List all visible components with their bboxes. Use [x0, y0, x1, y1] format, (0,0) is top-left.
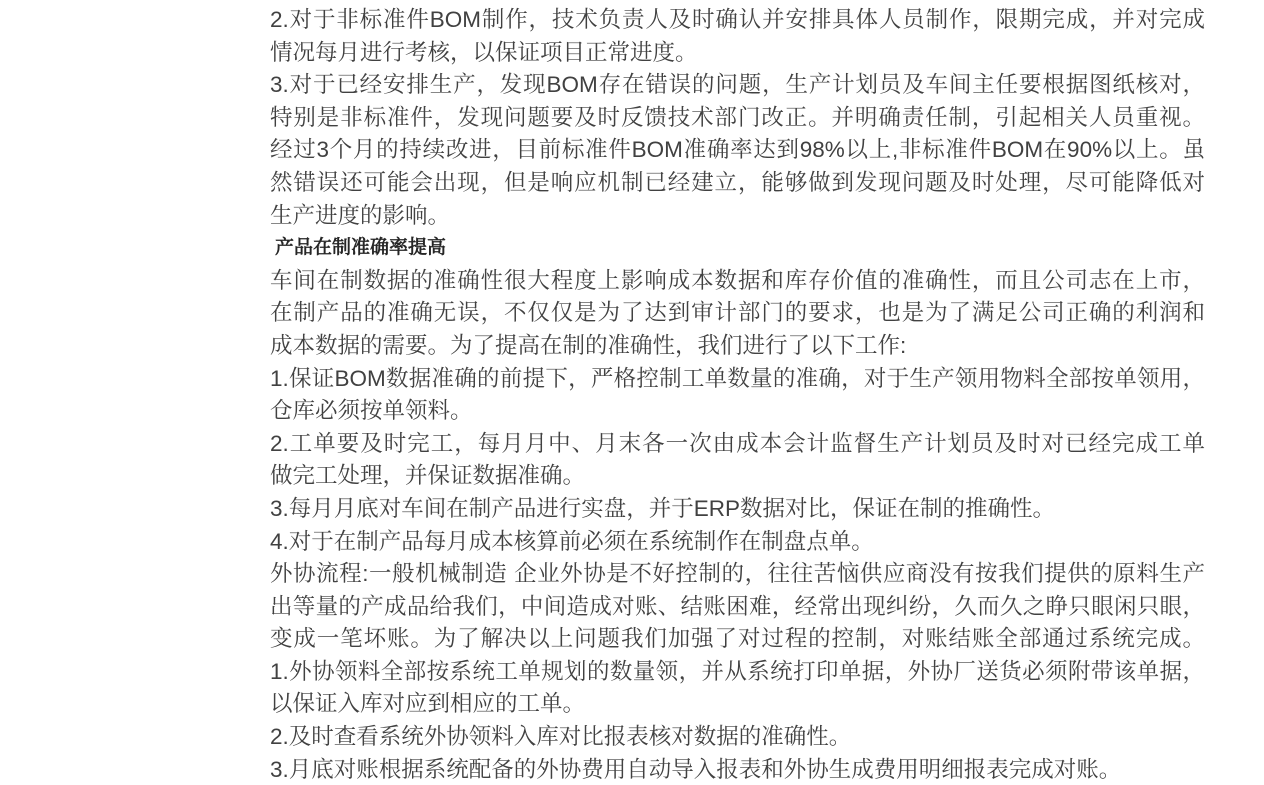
text-line: 外协流程:一般机械制造 企业外协是不好控制的，往往苦恼供应商没有按我们提供的原料生产 — [270, 561, 1205, 587]
text-line: 2.工单要及时完工，每月月中、月末各一次由成本会计监督生产计划员及时对已经完成工单 — [270, 430, 1205, 456]
text-line: 在制产品的准确无误，不仅仅是为了达到审计部门的要求，也是为了满足公司正确的利润和 — [270, 300, 1205, 326]
document-body — [270, 0, 1205, 785]
text-line: 2.对于非标准件BOM制作，技术负责人及时确认并安排具体人员制作，限期完成，并对完成 — [270, 7, 1205, 32]
text-line: 变成一笔坏账。为了解决以上问题我们加强了对过程的控制，对账结账全部通过系统完成。 — [270, 626, 1205, 652]
text-line: 车间在制数据的准确性很大程度上影响成本数据和库存价值的准确性，而且公司志在上市， — [270, 267, 1205, 293]
text-line: 经过3个月的持续改进，目前标准件BOM准确率达到98%以上,非标准件BOM在90%以上。虽 — [270, 137, 1205, 163]
text-line: 1.保证BOM数据准确的前提下，严格控制工单数量的准确，对于生产领用物料全部按单领用， — [270, 365, 1205, 391]
text-line: 做完工处理，并保证数据准确。 — [270, 463, 586, 489]
text-line: 以保证入库对应到相应的工单。 — [270, 691, 586, 717]
text-line: 2.及时查看系统外协领料入库对比报表核对数据的准确性。 — [270, 724, 852, 750]
text-line: 3.对于已经安排生产，发现BOM存在错误的问题，生产计划员及车间主任要根据图纸核对， — [270, 72, 1205, 98]
text-line: 3.月底对账根据系统配备的外协费用自动导入报表和外协生成费用明细报表完成对账。 — [270, 756, 1122, 782]
text-line: 3.每月月底对车间在制产品进行实盘，并于ERP数据对比，保证在制的推确性。 — [270, 495, 1056, 521]
text-line: 4.对于在制产品每月成本核算前必须在系统制作在制盘点单。 — [270, 528, 874, 554]
text-line: 生产进度的影响。 — [270, 202, 451, 228]
text-line: 1.外协领料全部按系统工单规划的数量领，并从系统打印单据，外协厂送货必须附带该单据， — [270, 658, 1205, 684]
section-heading: 产品在制准确率提高 — [275, 237, 447, 259]
text-line: 情况每月进行考核，以保证项目正常进度。 — [270, 39, 698, 65]
text-line: 成本数据的需要。为了提高在制的准确性，我们进行了以下工作: — [270, 332, 907, 358]
text-line: 仓库必须按单领料。 — [270, 398, 473, 424]
text-line: 然错误还可能会出现，但是响应机制已经建立，能够做到发现问题及时处理，尽可能降低对 — [270, 169, 1205, 195]
text-line: 出等量的产成品给我们，中间造成对账、结账困难，经常出现纠纷，久而久之睁只眼闲只眼， — [270, 593, 1205, 619]
text-line: 特别是非标准件，发现问题要及时反馈技术部门改正。并明确责任制，引起相关人员重视。 — [270, 104, 1205, 130]
